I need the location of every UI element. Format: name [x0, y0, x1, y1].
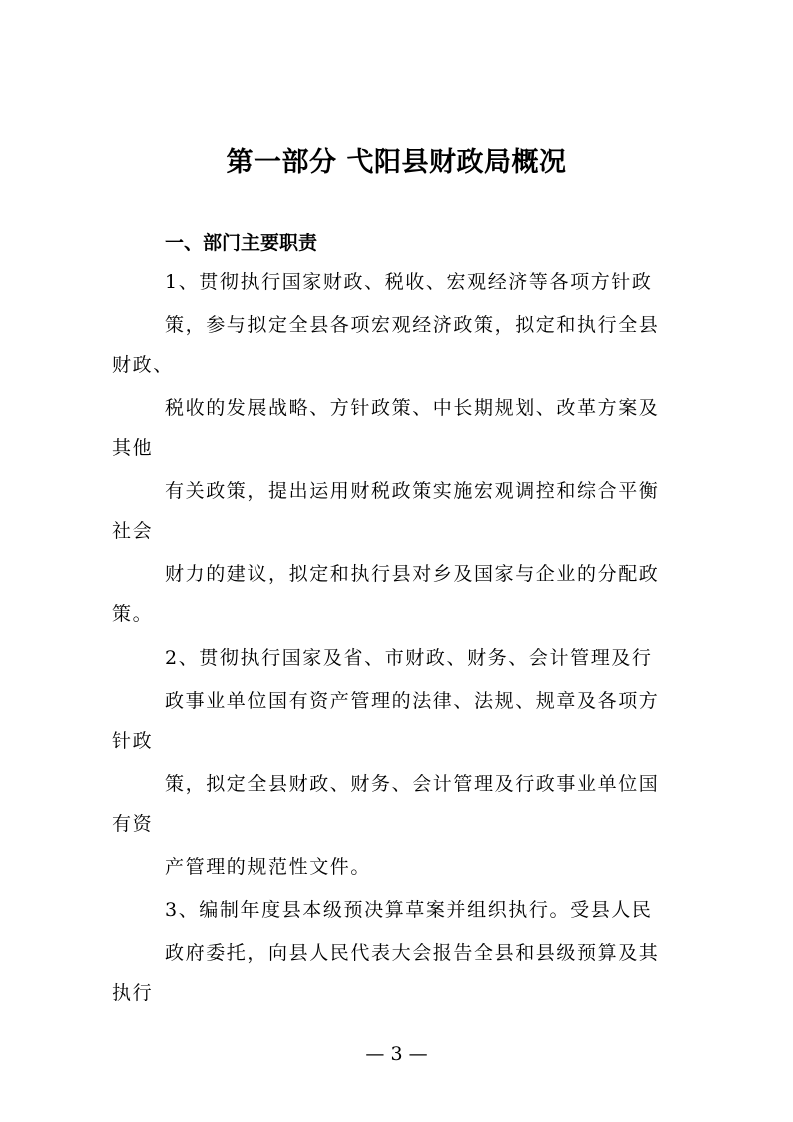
body-line: 政府委托，向县人民代表大会报告全县和县级预算及其	[165, 942, 660, 964]
body-line: 1、贯彻执行国家财政、税收、宏观经济等各项方针政	[165, 271, 653, 293]
body-line: 策，拟定全县财政、财务、会计管理及行政事业单位国	[165, 773, 660, 795]
body-line: 财力的建议，拟定和执行县对乡及国家与企业的分配政	[165, 563, 660, 585]
body-line: 产管理的规范性文件。	[165, 856, 372, 878]
page-title: 第一部分 弋阳县财政局概况	[226, 147, 567, 178]
body-line: 有资	[112, 813, 154, 835]
page-number: — 3 —	[365, 1043, 428, 1065]
body-line: 财政、	[112, 354, 174, 376]
body-line: 策。	[112, 603, 154, 625]
body-line: 执行	[112, 982, 154, 1004]
body-line: 针政	[112, 730, 154, 752]
body-line: 税收的发展战略、方针政策、中长期规划、改革方案及	[165, 397, 660, 419]
section-heading: 一、部门主要职责	[165, 232, 318, 254]
body-line: 政事业单位国有资产管理的法律、法规、规章及各项方	[165, 690, 660, 712]
body-line: 2、贯彻执行国家及省、市财政、财务、会计管理及行	[165, 647, 653, 669]
body-line: 3、编制年度县本级预决算草案并组织执行。受县人民	[165, 899, 653, 921]
body-line: 社会	[112, 520, 154, 542]
body-line: 其他	[112, 437, 154, 459]
body-line: 有关政策，提出运用财税政策实施宏观调控和综合平衡	[165, 480, 660, 502]
body-line: 策，参与拟定全县各项宏观经济政策，拟定和执行全县	[165, 314, 660, 336]
